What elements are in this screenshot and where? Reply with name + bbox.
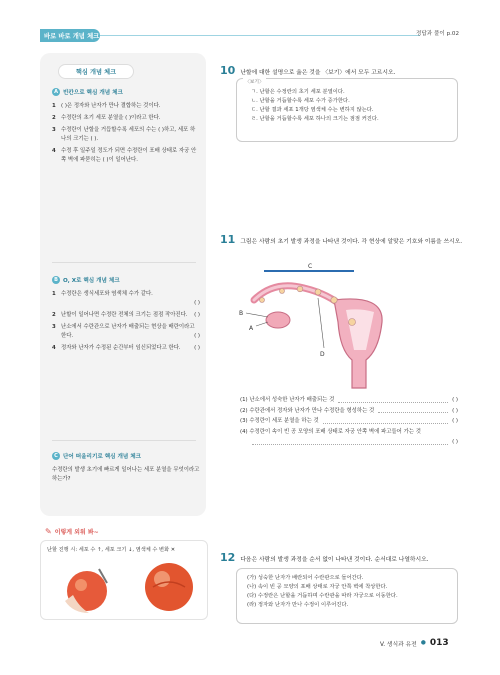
option-item: ㄷ. 난할 결과 세포 1개당 염색체 수는 변하지 않는다. (251, 107, 374, 113)
page-number: 013 (429, 638, 449, 648)
question-number: 10 (220, 64, 236, 77)
list-item: 3 난소에서 수란관으로 난자가 배출되는 현상을 배란이라고 한다. ( ) (52, 323, 200, 339)
list-item: 2 난할이 일어나면 수정란 전체의 크기는 점점 작아진다. ( ) (52, 311, 200, 318)
diagram-label-c: C (308, 263, 313, 270)
whole-egg-illustration (141, 559, 197, 615)
diagram-label-a: A (249, 325, 254, 332)
section-divider (52, 440, 196, 441)
cleaving-egg-illustration (59, 561, 119, 615)
memory-tip-label: 이렇게 외워 봐~ (54, 529, 99, 536)
question-text: 다음은 사람의 발생 과정을 순서 없이 나타낸 것이다. 순서대로 나열하시오. (240, 557, 429, 563)
question-number: 11 (220, 233, 236, 246)
q10-options-box (236, 78, 458, 142)
answer-line: (3) 수정란이 세포 분열을 하는 것 ( ) (240, 418, 458, 425)
section-c-badge: C (52, 452, 60, 460)
diagram-label-b: B (239, 310, 244, 317)
question-text: 난할에 대한 설명으로 옳은 것을 〈보기〉에서 모두 고르시오. (240, 70, 396, 76)
option-item: ㄴ. 난할을 거듭할수록 세포 수가 증가한다. (251, 98, 350, 104)
section-a-header (52, 88, 200, 96)
question-10 (220, 64, 465, 77)
list-item: 4 수정 후 일주일 정도가 되면 수정란이 포배 상태로 자궁 안쪽 벽에 파묻히는 ( )이 일어난다. (52, 147, 197, 163)
list-item: 2 수정란의 초기 세포 분열을 ( )이라고 한다. (52, 114, 161, 121)
pencil-icon: ✎ (45, 527, 52, 536)
core-concept-tab (58, 64, 134, 79)
diagram-label-d: D (320, 351, 325, 358)
answer-line: (1) 난소에서 성숙한 난자가 배출되는 것 ( ) (240, 397, 458, 403)
option-item: ㄹ. 난할을 거듭할수록 세포 하나의 크기는 점점 커진다. (251, 116, 379, 122)
q10-box-label: 〈보기〉 (245, 80, 264, 85)
section-a (52, 88, 200, 167)
answer-reference: 정답과 풀이 p.02 (416, 31, 460, 37)
question-text: 그림은 사람의 초기 발생 과정을 나타낸 것이다. 각 현상에 알맞은 기호와 이름을 쓰시오. (240, 239, 463, 245)
section-a-badge: A (52, 88, 60, 96)
section-a-title: 빈칸으로 핵심 개념 체크 (63, 90, 123, 96)
memory-tip-caption: 난할 진행 시: 세포 수 ↑, 세포 크기 ↓, 염색체 수 변화 ✕ (47, 547, 176, 553)
section-b-header (52, 276, 200, 284)
option-item: (라) 정자와 난자가 만나 수정이 이루어진다. (247, 602, 349, 608)
option-item: (다) 수정란은 난할을 거듭하며 수란관을 따라 자궁으로 이동한다. (247, 593, 398, 599)
list-item: 4 정자와 난자가 수정된 순간부터 임신되었다고 한다. ( ) (52, 344, 200, 351)
section-c-header (52, 452, 200, 460)
memory-tip-box (40, 540, 208, 620)
section-c (52, 452, 200, 487)
option-item: (나) 속이 빈 공 모양의 포배 상태로 자궁 안쪽 벽에 착상한다. (247, 584, 388, 590)
reproduction-diagram (234, 260, 404, 390)
list-item: 1 수정란은 생식세포와 염색체 수가 같다. ( ) (52, 291, 200, 306)
section-c-question: 수정란의 발생 초기에 빠르게 일어나는 세포 분열을 무엇이라고 하는가? (52, 467, 200, 482)
section-b-items (52, 290, 200, 352)
chapter-label: V. 생식과 유전 (380, 641, 417, 648)
list-item: 1 ( )은 정자와 난자가 만나 결합하는 것이다. (52, 103, 161, 109)
option-item: (가) 성숙한 난자가 배란되어 수란관으로 들어간다. (247, 575, 364, 581)
bullet-icon: ● (420, 640, 426, 646)
section-a-items (52, 102, 200, 164)
answer-line: (2) 수란관에서 정자와 난자가 만나 수정란을 형성하는 것 ( ) (240, 407, 458, 414)
q12-options-box (236, 568, 458, 624)
core-concept-tab-label: 핵심 개념 체크 (75, 69, 117, 76)
question-11 (220, 233, 465, 247)
answer-line: (4) 수정란이 속이 빈 공 모양의 포배 상태로 자궁 안쪽 벽에 파고들어 가는 것 ( ) (240, 428, 458, 446)
section-c-title: 단어 떠올리기로 핵심 개념 체크 (63, 454, 142, 460)
section-divider (52, 262, 196, 263)
section-b-badge: B (52, 276, 60, 284)
q12-options (247, 574, 398, 610)
question-number: 12 (220, 551, 236, 564)
question-12 (220, 551, 465, 564)
page-footer (380, 638, 449, 648)
section-b (52, 276, 200, 355)
memory-tip-header (45, 527, 99, 536)
list-item: 3 수정란이 난할을 거듭할수록 세포의 수는 ( )하고, 세포 하나의 크기는 ( ). (52, 126, 196, 142)
q11-answers (240, 395, 458, 448)
option-item: ㄱ. 난할은 수정란의 초기 세포 분열이다. (251, 89, 345, 95)
q10-options (251, 88, 379, 124)
page-section-title: 바로 바로 개념 체크 (44, 33, 100, 40)
header-divider (100, 35, 420, 36)
section-b-title: O, X로 핵심 개념 체크 (63, 278, 120, 284)
